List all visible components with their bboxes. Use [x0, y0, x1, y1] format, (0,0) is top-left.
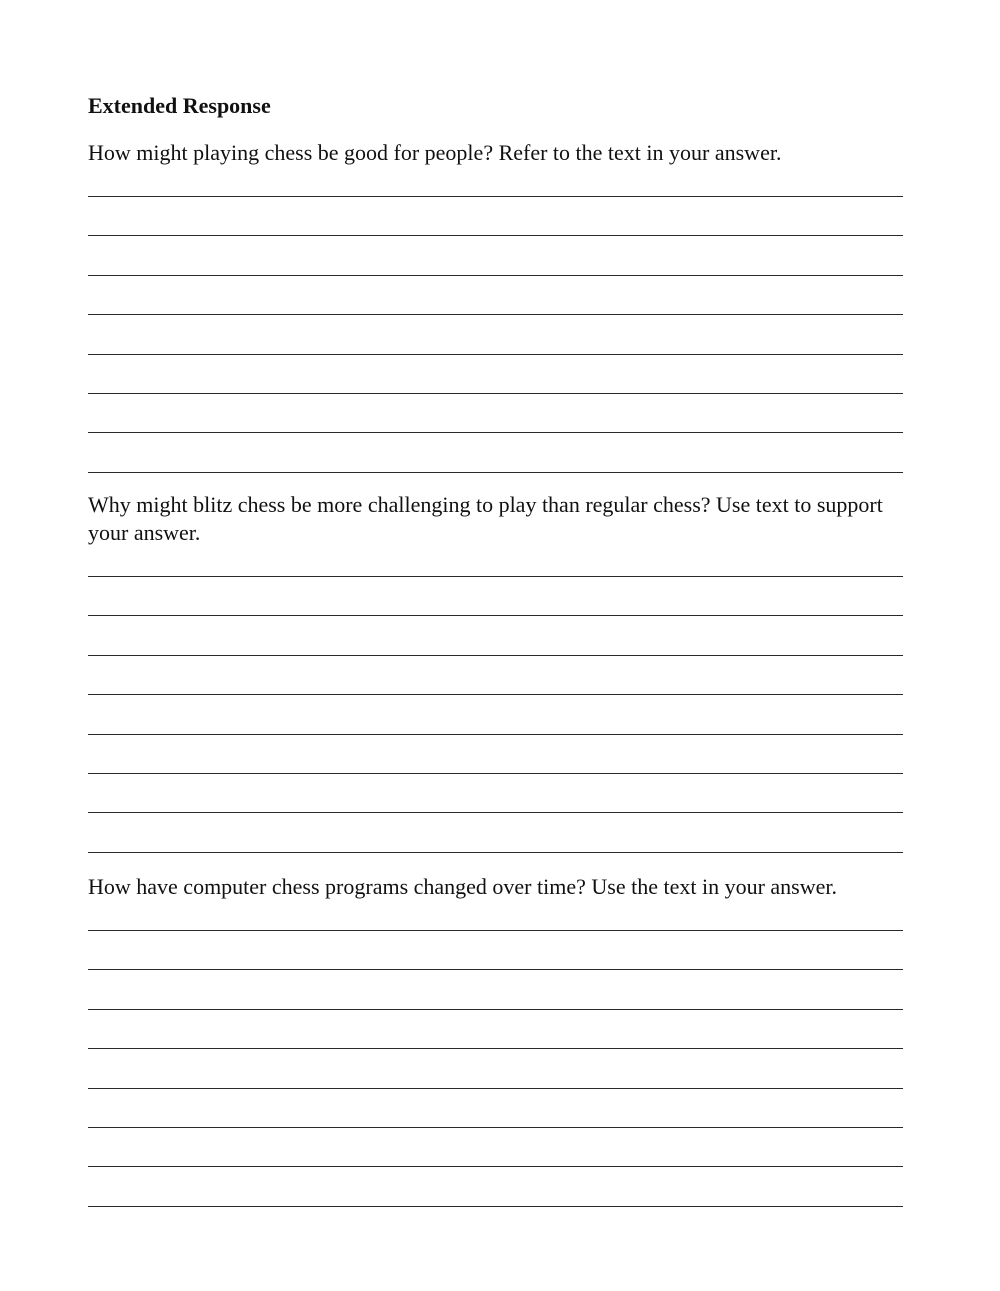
- answer-line[interactable]: [88, 1127, 903, 1128]
- question-1-prompt: How might playing chess be good for people? Refer to the text in your answer.: [88, 140, 782, 165]
- answer-line[interactable]: [88, 393, 903, 394]
- answer-line[interactable]: [88, 969, 903, 970]
- answer-line[interactable]: [88, 812, 903, 813]
- answer-line[interactable]: [88, 576, 903, 577]
- question-2-prompt: Why might blitz chess be more challenging to play than regular chess? Use text to support your answer.: [88, 492, 883, 545]
- answer-line[interactable]: [88, 314, 903, 315]
- answer-line[interactable]: [88, 852, 903, 853]
- section-heading: Extended Response: [88, 93, 271, 118]
- answer-line[interactable]: [88, 275, 903, 276]
- answer-line[interactable]: [88, 354, 903, 355]
- answer-line[interactable]: [88, 1009, 903, 1010]
- answer-line[interactable]: [88, 432, 903, 433]
- answer-line[interactable]: [88, 734, 903, 735]
- answer-line[interactable]: [88, 235, 903, 236]
- answer-line[interactable]: [88, 694, 903, 695]
- answer-line[interactable]: [88, 1166, 903, 1167]
- answer-line[interactable]: [88, 1088, 903, 1089]
- answer-line[interactable]: [88, 472, 903, 473]
- question-3-prompt: How have computer chess programs changed over time? Use the text in your answer.: [88, 874, 837, 899]
- answer-line[interactable]: [88, 1048, 903, 1049]
- answer-line[interactable]: [88, 615, 903, 616]
- answer-line[interactable]: [88, 196, 903, 197]
- answer-line[interactable]: [88, 773, 903, 774]
- answer-line[interactable]: [88, 1206, 903, 1207]
- answer-line[interactable]: [88, 930, 903, 931]
- answer-line[interactable]: [88, 655, 903, 656]
